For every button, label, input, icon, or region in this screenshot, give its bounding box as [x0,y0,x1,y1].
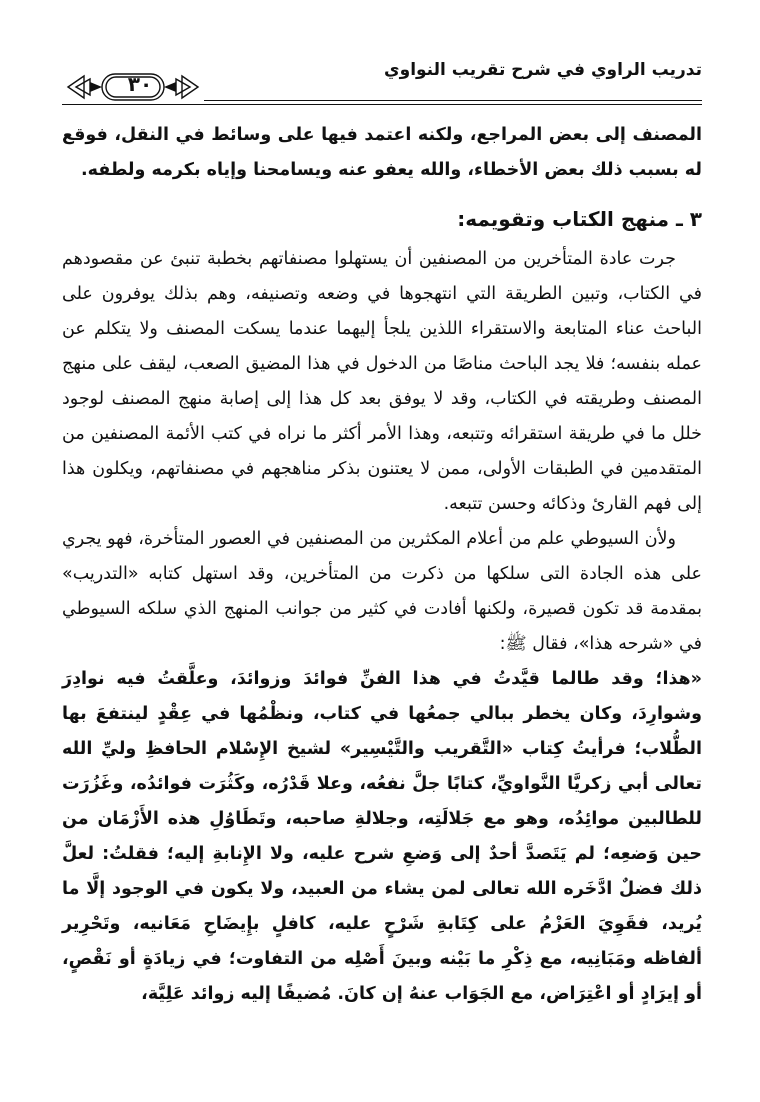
paragraph-3: ولأن السيوطي علم من أعلام المكثرين من المصنفين في العصور المتأخرة، فهو يجري على هذه الجادة التى سلكها من ذكرت من المتأخرين، وقد استهل كتابه «التدريب» بمقدمة قد تكون قصيرة، ولكنها أفادت في كثير من جوانب المنهج الذي سلكه السيوطي في «شرحه هذا»، فقال ﷺ: [62,529,702,654]
page-body [62,118,702,1012]
quote-paragraph: «هذا؛ وقد طالما قيَّدتُ في هذا الفنِّ فوائدَ وزوائدَ، وعلَّقتُ فيه نوادِرَ وشوارِدَ، وكان يخطر ببالي جمعُها في كتاب، ونظْمُها في عِقْدٍ لينتفعَ بها الطُّلاب؛ فرأيتُ كِتاب «التَّقريب والتَّيْسِير» لشيخ الإِسْلام الحافظِ وليِّ الله تعالى أبي زكريَّا النَّواويِّ، كتابًا جلَّ نفعُه، وعلا قَدْرُه، وكَثُرَت فوائدُه، وغَزُرَت للطالبين موائِدُه، وهو مع جَلالَتِه، وجلالةِ صاحبه، وتَطَاوُلِ هذه الأَزْمَان من حين وَضعِه؛ لم يَتَصدَّ أحدٌ إلى وَضعِ شرح عليه، ولا الإِنابةِ إليه؛ فقلتُ: لعلَّ ذلك فضلٌ ادَّخَره الله تعالى لمن يشاء من العبيد، ولا يكون في الوجود إلَّا ما يُريد، فقَوِيَ العَزْمُ على كِتَابةِ شَرْحٍ عليه، كافلٍ بإِيضَاحِ مَعَانيه، وتَحْرِير ألفاظه ومَبَانِيه، مع ذِكْرِ ما بَيْنه وبينَ أَصْلِه من التفاوت؛ في زيادَةٍ أو نَقْصٍ، أو إيرَادٍ أو اعْتِرَاض، مع الجَوَاب عنهُ إن كانَ. مُضيفًا إليه زوائد عَلِيَّة، [62,669,702,1004]
page-number: ٣٠ [127,72,153,96]
page-number-ornament [62,70,204,104]
section-heading: ٣ ـ منهج الكتاب وتقويمه: [457,207,702,231]
header-rule-thin [62,104,702,105]
paragraph-1: المصنف إلى بعض المراجع، ولكنه اعتمد فيها على وسائط في النقل، فوقع له بسبب ذلك بعض الأخطاء، والله يعفو عنه ويسامحنا وإياه بكرمه ولطفه. [62,125,702,180]
paragraph-2: جرت عادة المتأخرين من المصنفين أن يستهلوا مصنفاتهم بخطبة تنبئ عن مقصودهم في الكتاب، وتبين الطريقة التي انتهجوها في وضعه وتصنيفه، وهم بذلك يوفرون على الباحث عناء المتابعة والاستقراء اللذين يلجأ إليهما عندما يسكت المصنف ولا يتكلم عن عمله بنفسه؛ فلا يجد الباحث مناصًا من الدخول في هذا المضيق الصعب، ليقف على منهج المصنف وطريقته في الكتاب، وقد لا يوفق بعد كل هذا إلى إصابة منهج المصنف لوجود خلل ما في طريقة استقرائه وتتبعه، وهذا الأمر أكثر ما نراه في كتب الأئمة المصنفين من المتقدمين في الطبقات الأولى، ممن لا يعتنون بذكر مناهجهم في مصنفاتهم، ويكلون هذا إلى فهم القارئ وذكائه وحسن تتبعه. [62,249,702,514]
page [62,40,702,1004]
page-header [62,40,702,104]
running-title: تدريب الراوي في شرح تقريب النواوي [384,60,702,80]
